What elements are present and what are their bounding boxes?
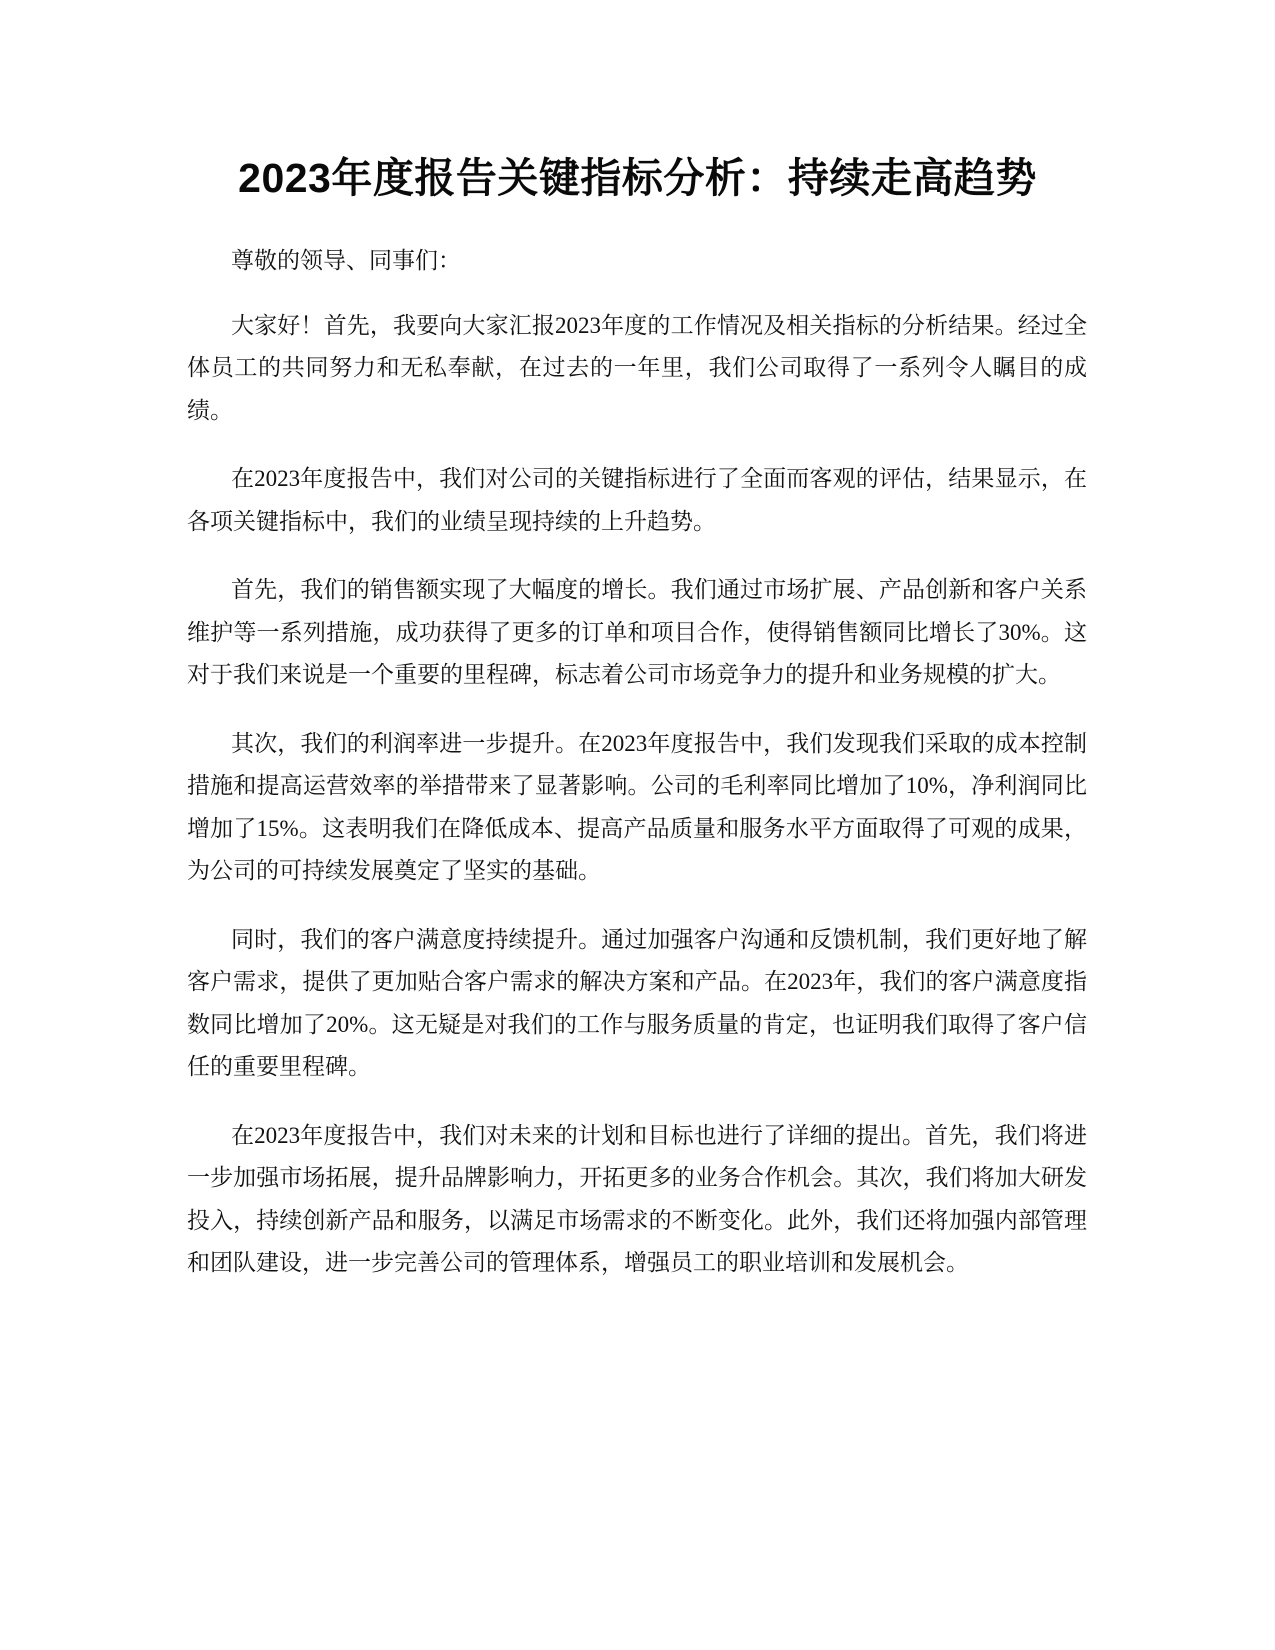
future-plans-paragraph: 在2023年度报告中，我们对未来的计划和目标也进行了详细的提出。首先，我们将进一步加强市场拓展，提升品牌影响力，开拓更多的业务合作机会。其次，我们将加大研发投入，持续创新产品和服务，以满足市场需求的不断变化。此外，我们还将加强内部管理和团队建设，进一步完善公司的管理体系，增强员工的职业培训和发展机会。 bbox=[187, 1122, 1087, 1275]
intro-paragraph: 大家好！首先，我要向大家汇报2023年度的工作情况及相关指标的分析结果。经过全体员工的共同努力和无私奉献，在过去的一年里，我们公司取得了一系列令人瞩目的成绩。 bbox=[187, 312, 1087, 423]
profit-margin-paragraph: 其次，我们的利润率进一步提升。在2023年度报告中，我们发现我们采取的成本控制措施和提高运营效率的举措带来了显著影响。公司的毛利率同比增加了10%，净利润同比增加了15%。这表明我们在降低成本、提高产品质量和服务水平方面取得了可观的成果，为公司的可持续发展奠定了坚实的基础。 bbox=[187, 730, 1087, 883]
document-body bbox=[187, 240, 1087, 1311]
document-title: 2023年度报告关键指标分析：持续走高趋势 bbox=[238, 155, 1037, 201]
evaluation-paragraph: 在2023年度报告中，我们对公司的关键指标进行了全面而客观的评估，结果显示，在各项关键指标中，我们的业绩呈现持续的上升趋势。 bbox=[187, 466, 1087, 534]
sales-growth-paragraph: 首先，我们的销售额实现了大幅度的增长。我们通过市场扩展、产品创新和客户关系维护等一系列措施，成功获得了更多的订单和项目合作，使得销售额同比增长了30%。这对于我们来说是一个重要的里程碑，标志着公司市场竞争力的提升和业务规模的扩大。 bbox=[187, 577, 1087, 687]
customer-satisfaction-paragraph: 同时，我们的客户满意度持续提升。通过加强客户沟通和反馈机制，我们更好地了解客户需求，提供了更加贴合客户需求的解决方案和产品。在2023年，我们的客户满意度指数同比增加了20%。这无疑是对我们的工作与服务质量的肯定，也证明我们取得了客户信任的重要里程碑。 bbox=[187, 926, 1087, 1079]
salutation-paragraph: 尊敬的领导、同事们： bbox=[231, 248, 461, 273]
